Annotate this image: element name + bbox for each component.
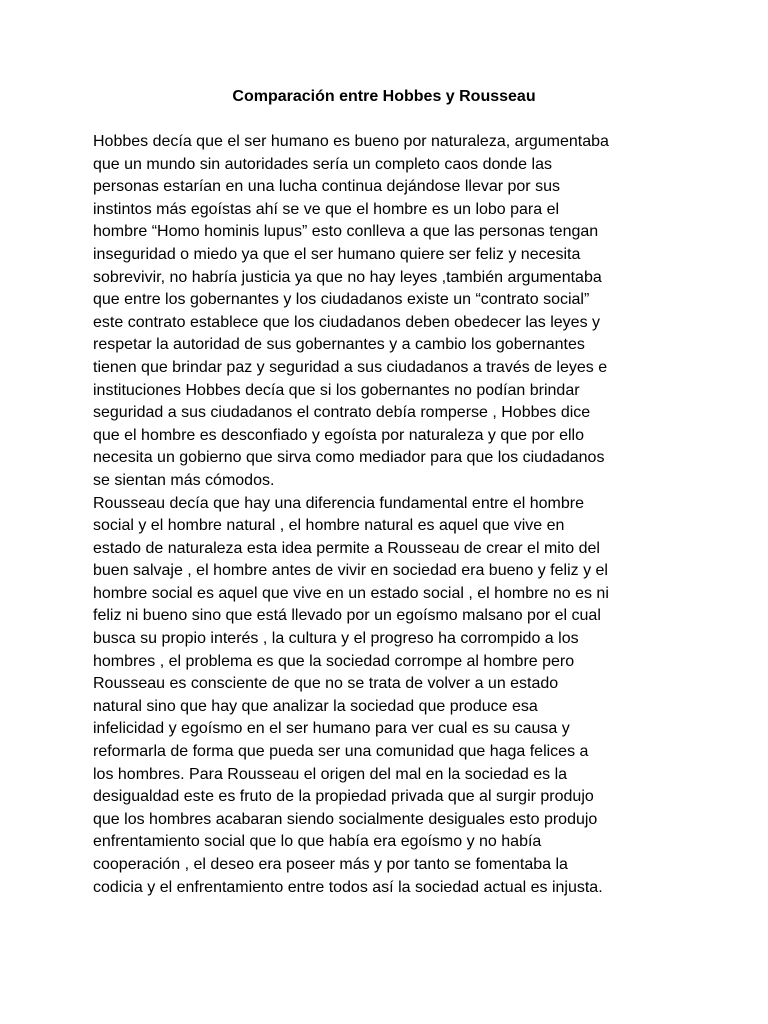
- document-body: [93, 131, 693, 899]
- body-line: Hobbes decía que el ser humano es bueno por naturaleza, argumentaba: [93, 133, 609, 150]
- body-line: se sientan más cómodos.: [93, 471, 275, 489]
- body-line: inseguridad o miedo ya que el ser humano quiere ser feliz y necesita: [93, 245, 581, 263]
- body-line: que entre los gobernantes y los ciudadanos existe un “contrato social”: [93, 291, 590, 309]
- body-line: reformarla de forma que pueda ser una comunidad que haga felices a: [93, 743, 589, 761]
- body-line: codicia y el enfrentamiento entre todos así la sociedad actual es injusta.: [93, 878, 603, 896]
- body-line: tienen que brindar paz y seguridad a sus ciudadanos a través de leyes e: [93, 358, 608, 376]
- body-line: social y el hombre natural , el hombre natural es aquel que vive en: [93, 517, 565, 535]
- body-line: infelicidad y egoísmo en el ser humano para ver cual es su causa y: [93, 720, 570, 738]
- document-title: Comparación entre Hobbes y Rousseau: [232, 88, 536, 105]
- body-line: sobrevivir, no habría justicia ya que no hay leyes ,también argumentaba: [93, 268, 602, 286]
- body-line: feliz ni bueno sino que está llevado por un egoísmo malsano por el cual: [93, 607, 601, 625]
- body-line: necesita un gobierno que sirva como mediador para que los ciudadanos: [93, 449, 605, 467]
- body-line: Rousseau es consciente de que no se trata de volver a un estado: [93, 675, 559, 693]
- body-line: los hombres. Para Rousseau el origen del mal en la sociedad es la: [93, 765, 568, 783]
- body-line: estado de naturaleza esta idea permite a Rousseau de crear el mito del: [93, 539, 600, 557]
- body-line: enfrentamiento social que lo que había era egoísmo y no había: [93, 833, 542, 851]
- body-line: hombre social es aquel que vive en un estado social , el hombre no es ni: [93, 584, 609, 602]
- body-line: natural sino que hay que analizar la sociedad que produce esa: [93, 697, 538, 715]
- body-line: instituciones Hobbes decía que si los gobernantes no podían brindar: [93, 381, 580, 399]
- body-line: hombre “Homo hominis lupus” esto conlleva a que las personas tengan: [93, 223, 599, 241]
- body-line: seguridad a sus ciudadanos el contrato debía romperse , Hobbes dice: [93, 404, 591, 422]
- body-line: buen salvaje , el hombre antes de vivir en sociedad era bueno y feliz y el: [93, 562, 608, 580]
- body-line: respetar la autoridad de sus gobernantes y a cambio los gobernantes: [93, 336, 585, 354]
- body-line: personas estarían en una lucha continua dejándose llevar por sus: [93, 178, 560, 196]
- body-line: este contrato establece que los ciudadanos deben obedecer las leyes y: [93, 313, 601, 331]
- body-line: hombres , el problema es que la sociedad corrompe al hombre pero: [93, 652, 575, 670]
- body-line: que el hombre es desconfiado y egoísta por naturaleza y que por ello: [93, 426, 584, 444]
- body-line: busca su propio interés , la cultura y el progreso ha corrompido a los: [93, 630, 579, 648]
- body-line: que los hombres acabaran siendo socialmente desiguales esto produjo: [93, 810, 598, 828]
- body-line: cooperación , el deseo era poseer más y por tanto se fomentaba la: [93, 856, 568, 873]
- body-line: que un mundo sin autoridades sería un completo caos donde las: [93, 155, 552, 173]
- body-line: instintos más egoístas ahí se ve que el hombre es un lobo para el: [93, 200, 560, 218]
- body-line: desigualdad este es fruto de la propiedad privada que al surgir produjo: [93, 788, 594, 806]
- body-line: Rousseau decía que hay una diferencia fundamental entre el hombre: [93, 494, 584, 512]
